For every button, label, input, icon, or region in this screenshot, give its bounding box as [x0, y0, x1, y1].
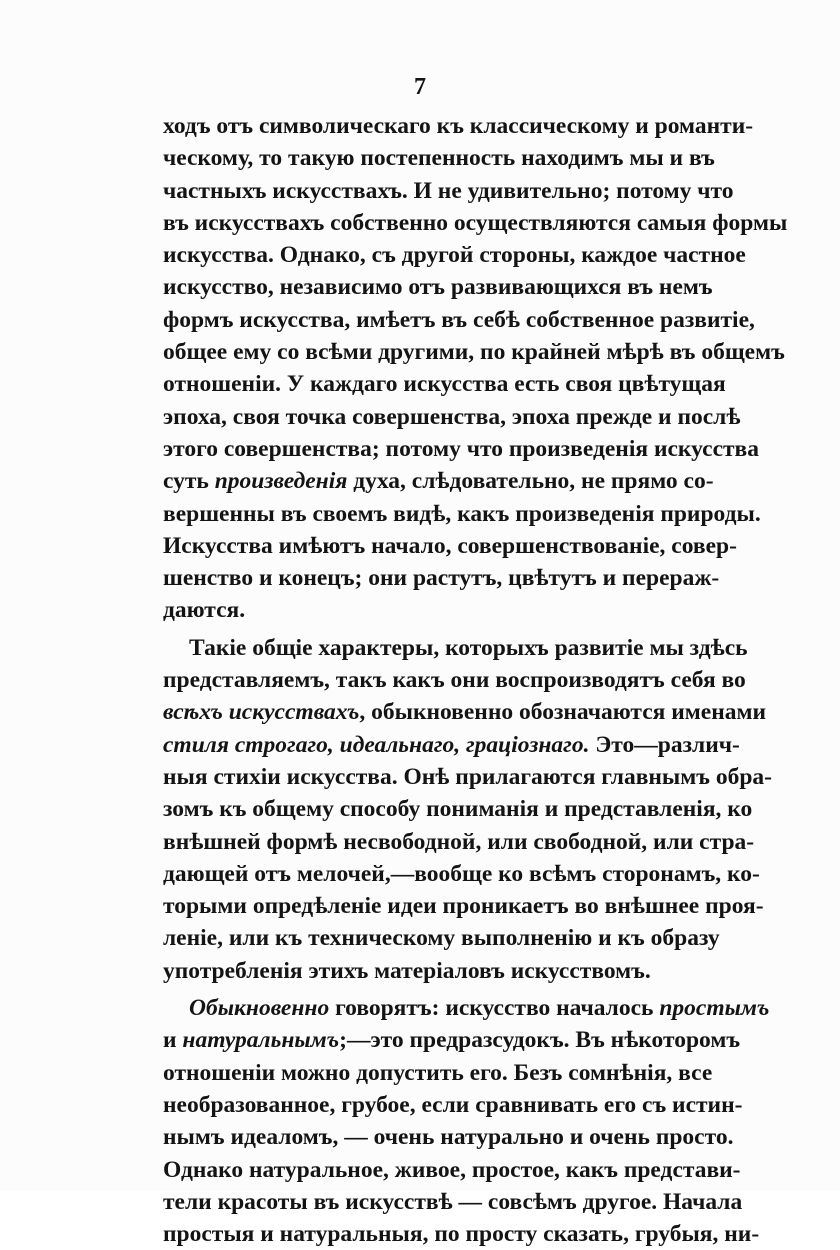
text-segment: ческому, то такую постепенность находимъ мы и въ — [163, 145, 715, 172]
text-segment: говорятъ: искусство началось — [329, 995, 660, 1022]
text-segment: нымъ идеаломъ, — очень натурально и очень просто. — [163, 1124, 734, 1151]
text-line — [163, 562, 720, 594]
text-line — [163, 465, 714, 497]
text-segment: этого совершенства; потому что произведенія искусства — [163, 435, 760, 462]
text-line — [163, 110, 754, 142]
text-segment: искусство, независимо отъ развивающихся въ немъ — [163, 274, 713, 301]
text-segment: частныхъ искусствахъ. И не удивительно; потому что — [163, 177, 734, 204]
text-segment: употребленія этихъ матеріаловъ искусствомъ. — [163, 957, 651, 984]
text-line — [163, 1186, 743, 1218]
text-segment: внѣшней формѣ несвободной, или свободной, или стра- — [163, 828, 755, 855]
text-segment: шенство и конецъ; они растутъ, цвѣтутъ и перераж- — [163, 565, 720, 592]
text-segment: искусства. Однако, съ другой стороны, каждое частное — [163, 242, 746, 269]
text-segment: простыя и натуральныя, по просту сказать, грубыя, ни- — [163, 1221, 760, 1248]
text-segment: суть — [163, 468, 215, 495]
text-segment: Такіе общіе характеры, которыхъ развитіе мы здѣсь — [189, 634, 748, 661]
text-line — [163, 401, 741, 433]
text-segment: даются. — [163, 597, 246, 624]
text-segment: Однако натуральное, живое, простое, какъ представи- — [163, 1156, 741, 1183]
text-line — [163, 793, 753, 825]
text-line — [163, 696, 767, 728]
text-line — [163, 142, 715, 174]
text-segment: представляемъ, такъ какъ они воспроизводятъ себя во — [163, 667, 746, 694]
text-line — [163, 664, 746, 696]
text-segment: формъ искусства, имѣетъ въ себѣ собственное развитіе, — [163, 306, 755, 333]
text-line — [163, 1057, 711, 1089]
text-line — [163, 1154, 741, 1186]
italic-text: всѣхъ искусствахъ — [163, 699, 360, 726]
text-segment: Искусства имѣютъ начало, совершенствованіе, совер- — [163, 532, 737, 559]
text-line — [163, 239, 746, 271]
text-segment: тели красоты въ искусствѣ — совсѣмъ другое. Начала — [163, 1188, 743, 1215]
body-text — [163, 110, 788, 1250]
italic-text: произведенія — [214, 468, 348, 495]
text-line — [163, 1121, 734, 1153]
text-line — [163, 992, 770, 1024]
text-segment: зомъ къ общему способу пониманія и представленія, ко — [163, 796, 753, 823]
text-line — [163, 594, 711, 626]
text-line — [163, 498, 761, 530]
text-segment: духа, слѣдовательно, не прямо со- — [347, 468, 714, 495]
text-segment: отношеніи можно допустить его. Безъ сомнѣнія, все — [163, 1059, 713, 1086]
text-line — [163, 890, 764, 922]
text-segment: леніе, или къ техническому выполненію и къ образу — [163, 925, 720, 952]
text-line — [163, 433, 760, 465]
text-segment: торыми опредѣленіе идеи проникаетъ во внѣшнее проя- — [163, 893, 764, 920]
text-segment: ;—это предразсудокъ. Въ нѣкоторомъ — [339, 1027, 741, 1054]
text-line — [163, 207, 788, 239]
text-line — [163, 922, 720, 954]
page-number: 7 — [414, 74, 426, 100]
text-segment: и — [163, 1027, 183, 1054]
italic-text: натуральнымъ — [182, 1027, 340, 1054]
text-line — [163, 304, 755, 336]
text-segment: дающей отъ мелочей,—вообще ко всѣмъ сторонамъ, ко- — [163, 860, 760, 887]
text-line — [163, 530, 737, 562]
text-line — [163, 1089, 743, 1121]
text-segment: эпоха, своя точка совершенства, эпоха прежде и послѣ — [163, 403, 741, 430]
text-segment: ходъ отъ символическаго къ классическому и романти- — [163, 113, 754, 139]
text-segment: вершенны въ своемъ видѣ, какъ произведенія природы. — [163, 500, 761, 527]
text-line — [163, 858, 760, 890]
text-line — [163, 1024, 741, 1056]
text-line — [163, 368, 726, 400]
text-segment: въ искусствахъ собственно осуществляются самыя формы — [163, 209, 788, 236]
text-segment: ныя стихіи искусства. Онѣ прилагаются главнымъ обра- — [163, 763, 773, 790]
text-segment: , обыкновенно обозначаются именами — [359, 699, 767, 726]
text-line — [163, 729, 740, 761]
text-line — [163, 271, 711, 303]
text-line — [163, 955, 711, 987]
text-segment: необразованное, грубое, если сравнивать его съ истин- — [163, 1091, 743, 1118]
text-line — [163, 336, 785, 368]
text-line — [163, 632, 748, 664]
italic-text: стиля строгаго, идеальнаго, граціознаго. — [163, 731, 590, 758]
italic-text: простымъ — [659, 995, 770, 1022]
text-line — [163, 826, 755, 858]
italic-text: Обыкновенно — [189, 995, 330, 1022]
text-segment: отношеніи. У каждаго искусства есть своя цвѣтущая — [163, 371, 726, 398]
text-segment: Это—различ- — [589, 731, 740, 758]
text-segment: общее ему со всѣми другими, по крайней мѣрѣ въ общемъ — [163, 339, 785, 366]
text-line — [163, 1218, 760, 1250]
text-line — [163, 761, 773, 793]
text-line — [163, 175, 734, 207]
